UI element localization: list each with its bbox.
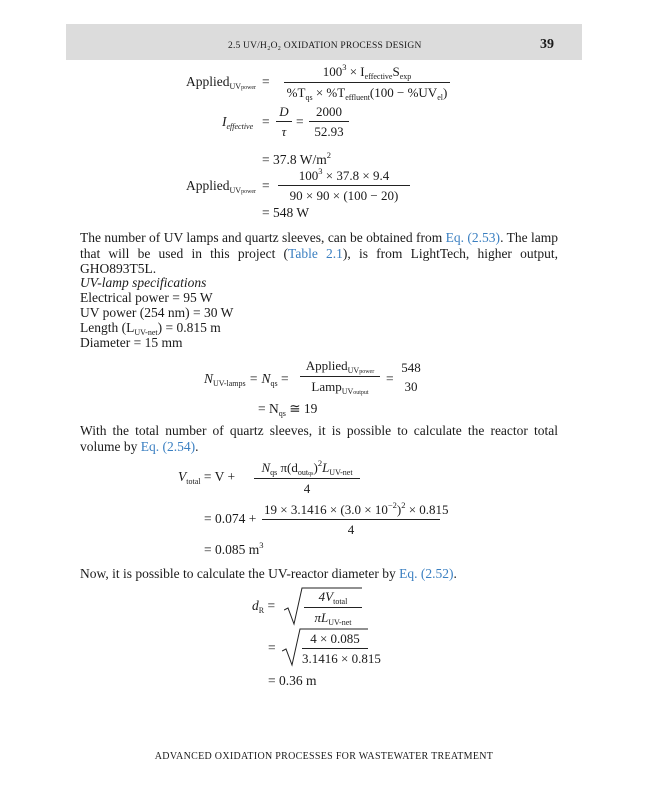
link-eq-2-52[interactable]: Eq. (2.52): [399, 566, 454, 581]
eq2-equals-1: =: [262, 114, 270, 129]
eq5-result: = 548 W: [262, 205, 310, 220]
vol-eq-line2-fraction: $\frac{19 \times 3.1416 \times (3.0 \times 10^{-2})^2 \times 0.815}{4}$: [264, 500, 449, 537]
vol-eq-fraction: $N_{qs}$ $\pi(d_{outqs})^2L_{UV-net}$ 4: [254, 458, 360, 497]
vol-eq-lhs: $V_{total} = V$ +: [178, 469, 236, 486]
link-eq-2-53[interactable]: Eq. (2.53): [445, 230, 501, 245]
lamps-eq-equals: =: [386, 371, 394, 386]
eq4-equals: =: [262, 178, 270, 193]
link-eq-2-54[interactable]: Eq. (2.54): [140, 438, 196, 454]
eq2-lhs: $I_{effective}$: [222, 114, 254, 131]
eq1-equals: =: [262, 74, 270, 89]
lamps-eq-fraction-2: 548 30: [401, 360, 421, 394]
paragraph-reactor-volume: With the total number of quartz sleeves, it is possible to calculate the reactor total volume by Eq. (2.54).: [80, 423, 558, 454]
eq2-fraction-1: $\frac{D}{\tau}$: [276, 104, 292, 140]
link-table-2-1[interactable]: Table 2.1: [288, 245, 343, 261]
lamps-eq-fraction: Applied$_{UVpower}$ Lamp$_{UVoutput}$: [300, 358, 380, 396]
dia-eq-equals: =: [268, 640, 276, 655]
running-footer: ADVANCED OXIDATION PROCESSES FOR WASTEWATER TREATMENT: [154, 751, 494, 762]
dia-eq-lhs: $d_R$ =: [252, 598, 276, 615]
eq2-fraction-2: $\frac{2000}{52.93}$: [309, 104, 349, 140]
paragraph-lamp-count: The number of UV lamps and quartz sleeves, can be obtained from Eq. (2.53). The lamp that will be used in this project (Table 2.1), is from LightTech, higher output, GHO893T5L.: [80, 230, 558, 276]
spec-electrical-power: Electrical power = 95 W: [80, 290, 213, 305]
page-number: 39: [540, 37, 554, 52]
spec-length: Length $(L_{UV-net}) = 0.815$ m: [80, 320, 221, 337]
vol-eq-result: = 0.085 $m^3$: [204, 540, 264, 557]
eq1-lhs: Applied$_{UVpower}$: [186, 74, 257, 91]
eq2-equals-2: =: [296, 114, 304, 129]
dia-eq-result: = 0.36 m: [268, 673, 317, 688]
spec-uv-power: UV power (254 nm) = 30 W: [80, 305, 234, 320]
paragraph-reactor-diameter: Now, it is possible to calculate the UV-reactor diameter by Eq. (2.52).: [80, 566, 457, 581]
dia-eq-line2-fraction: $\frac{4 \times 0.085}{3.1416 \times 0.815}$: [302, 631, 381, 666]
lamps-eq-lhs: $N_{UV-lamps} = N_{qs}$ =: [204, 371, 289, 388]
spec-diameter: Diameter = 15 mm: [80, 335, 183, 350]
eq4-lhs: Applied$_{UVpower}$: [186, 178, 257, 195]
running-title: 2.5 UV/H₂O₂ OXIDATION PROCESS DESIGN: [228, 41, 422, 51]
specs-title: UV-lamp specifications: [80, 275, 207, 290]
eq3-result: = 37.8 $W/m^2$: [262, 150, 331, 167]
dia-eq-fraction: $4V_{total}$ $\pi L_{UV-net}$: [304, 589, 362, 627]
lamps-eq-result: = $N_{qs}$ ≅ 19: [258, 401, 318, 418]
eq4-fraction: $\frac{100^3 \times 37.8 \times 9.4}{90 \times 90 \times (100 - 20)}$: [278, 166, 410, 204]
vol-eq-line2-lhs: = 0.074 +: [204, 511, 257, 526]
eq1-fraction: $100^3 \times I_{effective}S_{exp}$ $\%T_{qs} \times \%T_{effluent}(100 - \%UV_{el})$: [284, 62, 450, 102]
